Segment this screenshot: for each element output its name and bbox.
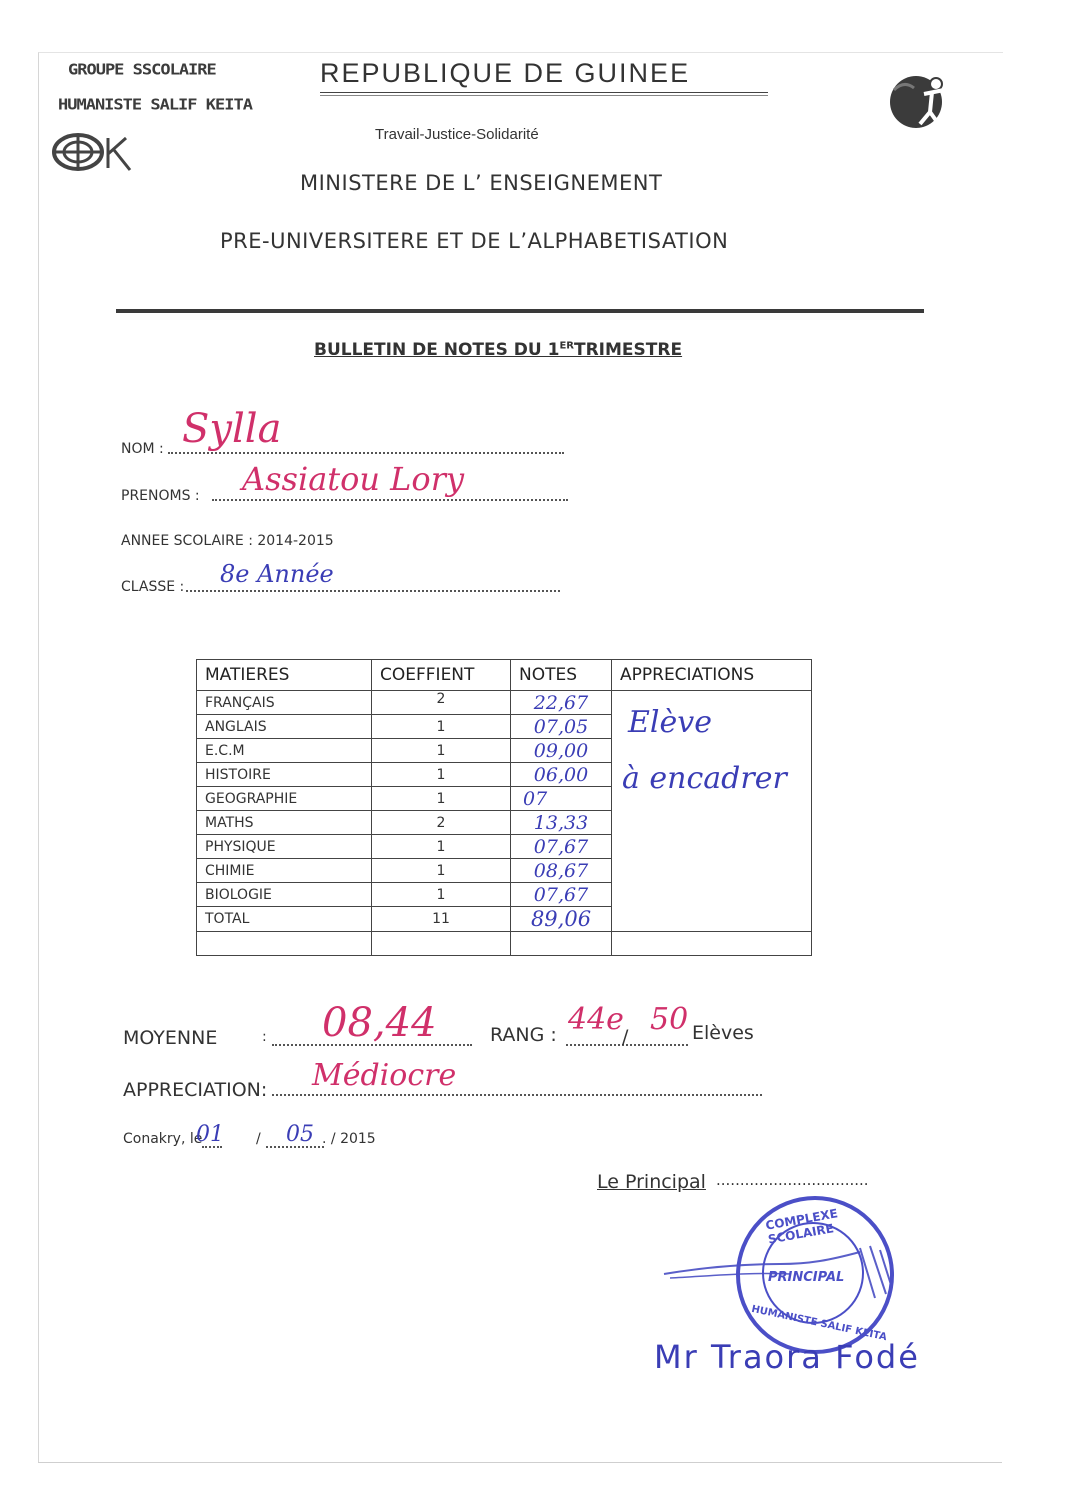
principal-dots: ................................ — [716, 1171, 869, 1189]
appreciation-line2: à encadrer — [622, 761, 787, 796]
table-row — [197, 691, 812, 715]
header-matieres: MATIERES — [197, 660, 372, 691]
grades-table — [196, 659, 812, 956]
school-name-line1: GROUPE SSCOLAIRE — [68, 61, 216, 79]
header-coefficient: COEFFIENT — [372, 660, 511, 691]
matiere-cell: BIOLOGIE — [197, 883, 372, 907]
coef-cell: 1 — [372, 787, 511, 811]
stamp-center-text: PRINCIPAL — [768, 1270, 845, 1285]
header-appreciations: APPRECIATIONS — [612, 660, 812, 691]
empty-cell — [511, 932, 612, 956]
appreciation-dotted-line — [272, 1094, 762, 1096]
note-cell: 07,05 — [511, 715, 612, 739]
coef-cell: 1 — [372, 763, 511, 787]
school-logo — [52, 130, 142, 174]
coef-cell: 2 — [372, 811, 511, 835]
table-header-row — [197, 660, 812, 691]
date-separator: / — [256, 1131, 261, 1147]
title-underline-second — [320, 95, 768, 96]
note-cell: 22,67 — [511, 691, 612, 715]
date-prefix: Conakry, le — [123, 1131, 203, 1147]
matiere-cell: PHYSIQUE — [197, 835, 372, 859]
note-cell: 09,00 — [511, 739, 612, 763]
moyenne-colon: : — [262, 1029, 267, 1045]
rang-suffix: Elèves — [692, 1022, 754, 1044]
matiere-cell: E.C.M — [197, 739, 372, 763]
stamp-top-text: COMPLEXE SCOLAIRE — [764, 1206, 839, 1247]
coef-cell: 1 — [372, 739, 511, 763]
nom-value: Sylla — [182, 406, 282, 452]
nom-dotted-line — [168, 452, 564, 454]
school-name-line2: HUMANISTE SALIF KEITA — [58, 96, 252, 114]
official-stamp — [736, 1196, 894, 1354]
principal-label: Le Principal — [597, 1171, 706, 1193]
coef-cell: 1 — [372, 883, 511, 907]
total-coef-cell: 11 — [372, 907, 511, 932]
matiere-cell: MATHS — [197, 811, 372, 835]
matiere-cell: ANGLAIS — [197, 715, 372, 739]
empty-cell — [612, 932, 812, 956]
appreciation-line1: Elève — [628, 705, 712, 740]
classe-dotted-line — [186, 590, 560, 592]
prenoms-label: PRENOMS : — [121, 488, 200, 504]
note-cell: 08,67 — [511, 859, 612, 883]
motto: Travail-Justice-Solidarité — [375, 126, 539, 143]
total-label-cell: TOTAL — [197, 907, 372, 932]
coef-cell: 2 — [372, 691, 511, 715]
moyenne-value: 08,44 — [322, 1000, 437, 1046]
matiere-cell: GEOGRAPHIE — [197, 787, 372, 811]
note-cell: 07 — [511, 787, 612, 811]
appreciation-cell — [612, 691, 812, 932]
header-notes: NOTES — [511, 660, 612, 691]
header-divider — [116, 309, 924, 313]
bulletin-title: BULLETIN DE NOTES DU 1ERTRIMESTRE — [314, 340, 683, 360]
rang-label: RANG : — [490, 1024, 557, 1046]
moyenne-label: MOYENNE — [123, 1027, 218, 1049]
coef-cell: 1 — [372, 835, 511, 859]
coef-cell: 1 — [372, 859, 511, 883]
matiere-cell: HISTOIRE — [197, 763, 372, 787]
page-bottom-border — [38, 1462, 1002, 1463]
classe-label: CLASSE : — [121, 579, 185, 595]
empty-cell — [197, 932, 372, 956]
empty-cell — [372, 932, 511, 956]
stamp-bottom-text: HUMANISTE SALIF KEITA — [750, 1303, 888, 1344]
appreciation-label: APPRECIATION: — [123, 1079, 268, 1101]
coef-cell: 1 — [372, 715, 511, 739]
signatory-name: Mr Traora Fodé — [654, 1338, 920, 1376]
note-cell: 07,67 — [511, 883, 612, 907]
matiere-cell: FRANÇAIS — [197, 691, 372, 715]
total-note-cell: 89,06 — [511, 907, 612, 932]
country-title: REPUBLIQUE DE GUINEE — [320, 58, 691, 88]
annee-scolaire: ANNEE SCOLAIRE : 2014-2015 — [121, 533, 334, 549]
appreciation-value: Médiocre — [312, 1058, 457, 1093]
prenoms-dotted-line — [212, 499, 568, 501]
date-year: . / 2015 — [322, 1131, 376, 1147]
classe-value: 8e Année — [220, 560, 334, 588]
note-cell: 13,33 — [511, 811, 612, 835]
rang-separator: / — [622, 1026, 629, 1048]
prenoms-value: Assiatou Lory — [242, 460, 465, 498]
ministry-line2: PRE-UNIVERSITERE ET DE L’ALPHABETISATION — [220, 229, 729, 253]
note-cell: 06,00 — [511, 763, 612, 787]
nom-label: NOM : — [121, 441, 164, 457]
note-cell: 07,67 — [511, 835, 612, 859]
matiere-cell: CHIMIE — [197, 859, 372, 883]
date-day: 01 — [196, 1122, 224, 1147]
title-underline — [320, 92, 768, 93]
ministry-line1: MINISTERE DE L’ ENSEIGNEMENT — [300, 171, 663, 195]
rang-total: 50 — [650, 1002, 689, 1037]
date-month: 05 — [286, 1122, 314, 1147]
emblem-icon — [884, 70, 954, 132]
table-row-empty — [197, 932, 812, 956]
rang-value: 44e — [568, 1002, 624, 1037]
